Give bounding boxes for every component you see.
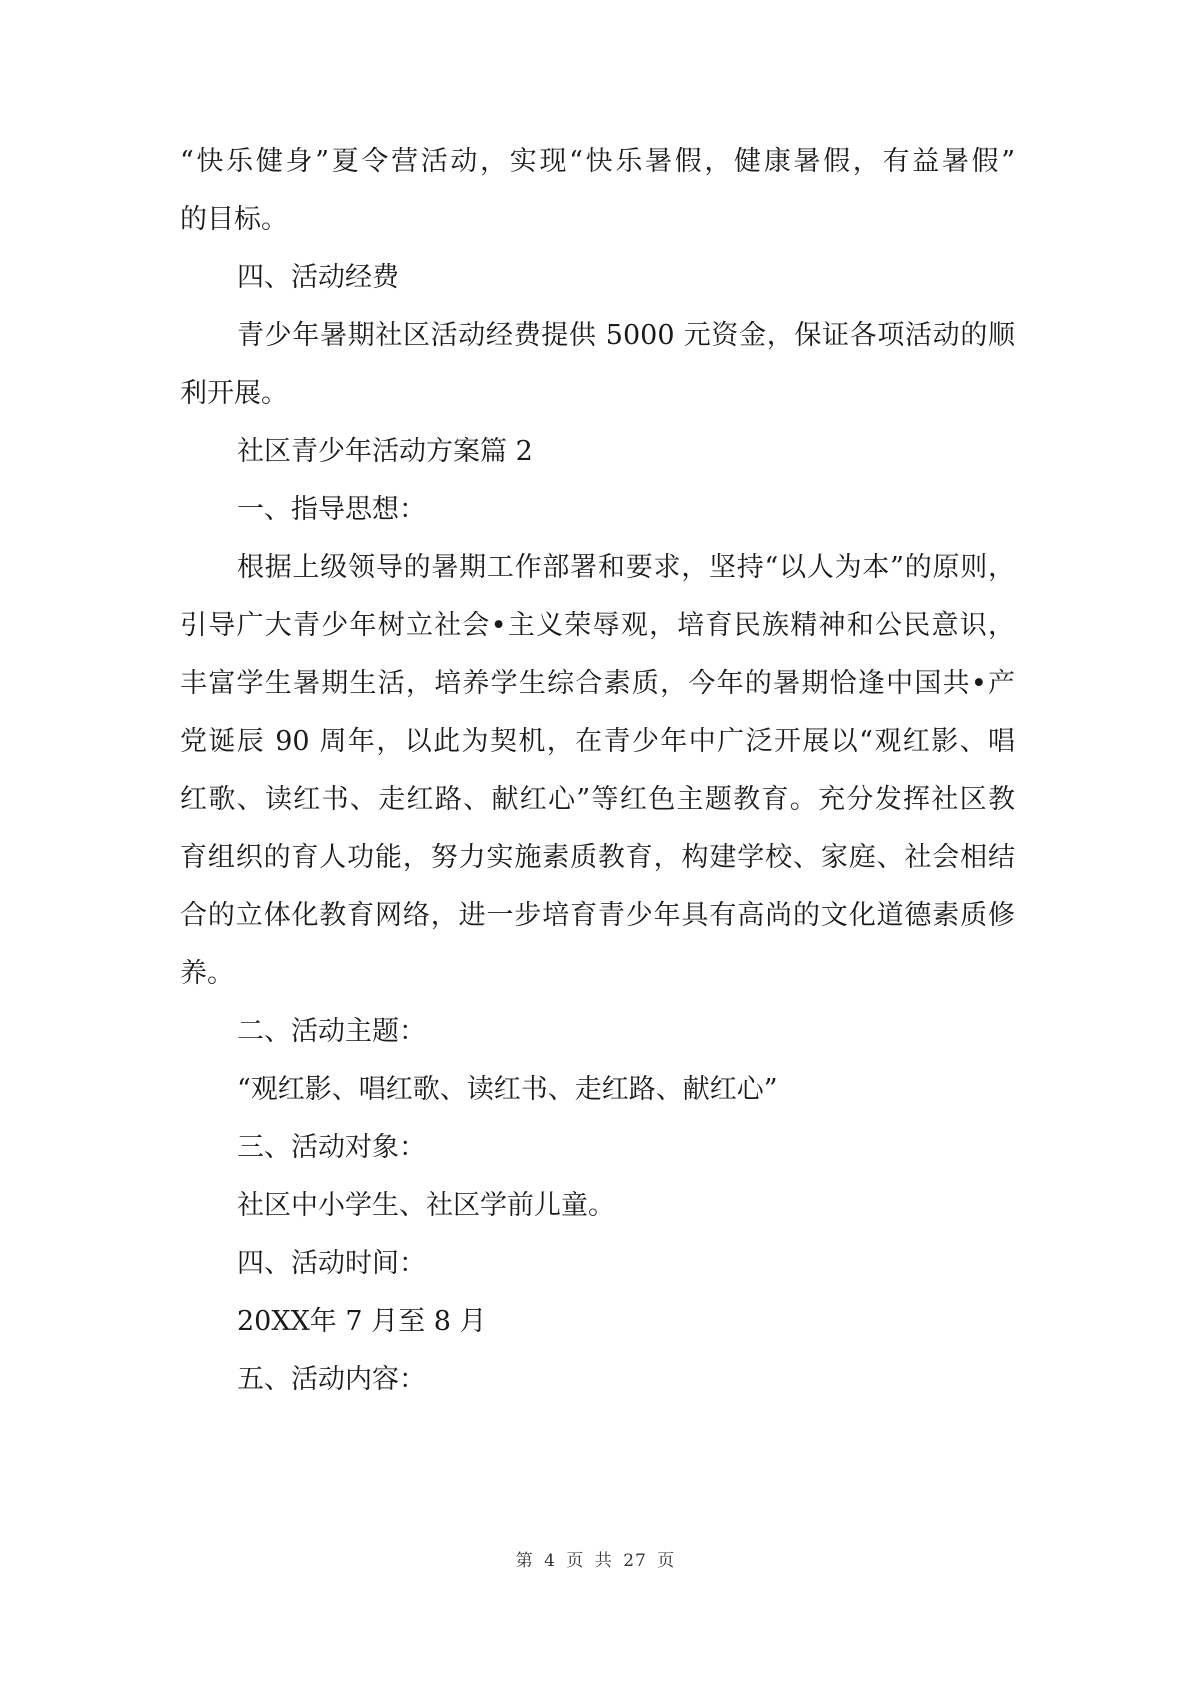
body-text-line: 育组织的育人功能，努力实施素质教育，构建学校、家庭、社会相结 [180,842,1015,873]
body-text-line: 20XX年 7 月至 8 月 [237,1306,487,1337]
body-text-line: 红歌、读红书、走红路、献红心”等红色主题教育。充分发挥社区教 [180,784,1015,815]
section-heading: 四、活动时间： [237,1248,426,1279]
body-text-line: “快乐健身”夏令营活动，实现“快乐暑假，健康暑假，有益暑假” [180,146,1015,177]
body-text-line: 引导广大青少年树立社会•主义荣辱观，培育民族精神和公民意识， [180,610,1015,641]
body-text-line: 的目标。 [180,204,288,235]
body-text-line: 党诞辰 90 周年，以此为契机，在青少年中广泛开展以“观红影、唱 [180,726,1015,757]
body-text-line: “观红影、唱红歌、读红书、走红路、献红心” [237,1074,778,1105]
body-text-line: 合的立体化教育网络，进一步培育青少年具有高尚的文化道德素质修 [180,900,1015,931]
body-text-line: 利开展。 [180,378,288,409]
section-heading: 三、活动对象： [237,1132,426,1163]
article-title: 社区青少年活动方案篇 2 [237,436,533,467]
body-text-line: 养。 [180,958,234,989]
body-text-line: 根据上级领导的暑期工作部署和要求，坚持“以人为本”的原则， [237,552,1015,583]
body-text-line: 丰富学生暑期生活，培养学生综合素质，今年的暑期恰逢中国共•产 [180,668,1015,699]
section-heading: 二、活动主题： [237,1016,426,1047]
body-text-line: 青少年暑期社区活动经费提供 5000 元资金，保证各项活动的顺 [237,320,1015,351]
body-text-line: 社区中小学生、社区学前儿童。 [237,1190,615,1221]
section-heading: 五、活动内容： [237,1364,426,1395]
section-heading: 一、指导思想： [237,494,426,525]
page-number-footer: 第 4 页 共 27 页 [515,1551,676,1571]
section-heading: 四、活动经费 [237,262,399,293]
